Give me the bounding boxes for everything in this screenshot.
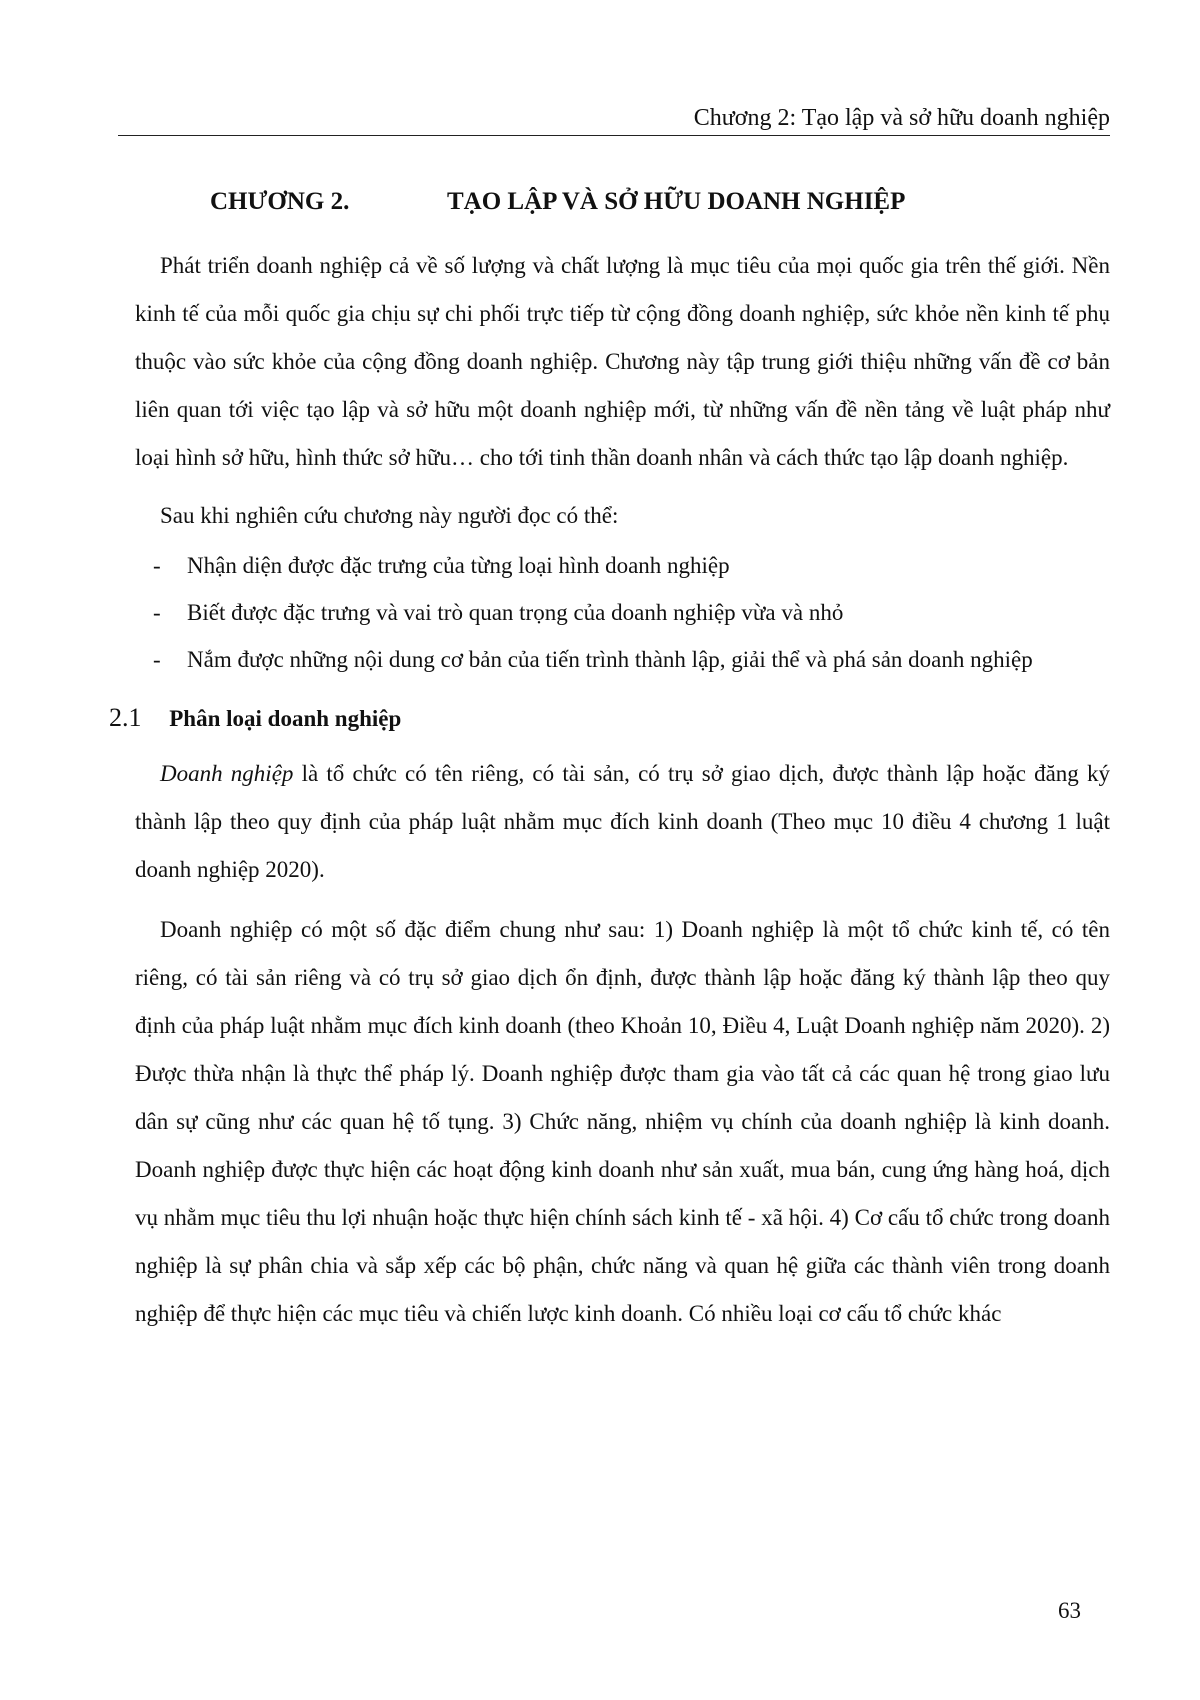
objectives-lead: Sau khi nghiên cứu chương này người đọc có thể: xyxy=(160,503,619,528)
page-number: 63 xyxy=(1058,1598,1081,1623)
bullet-dash: - xyxy=(153,600,161,625)
section-title: Phân loại doanh nghiệp xyxy=(169,706,402,731)
list-item xyxy=(135,542,1110,589)
bullet-dash: - xyxy=(153,647,161,672)
chapter-name: TẠO LẬP VÀ SỞ HỮU DOANH NGHIỆP xyxy=(447,188,906,215)
bullet-dash: - xyxy=(153,553,161,578)
running-header: Chương 2: Tạo lập và sở hữu doanh nghiệp xyxy=(118,103,1110,136)
objective-text: Nắm được những nội dung cơ bản của tiến trình thành lập, giải thể và phá sản doanh nghiệp xyxy=(187,647,1033,672)
list-item xyxy=(135,589,1110,636)
body-content xyxy=(109,242,1110,1338)
characteristics-paragraph: Doanh nghiệp có một số đặc điểm chung như sau: 1) Doanh nghiệp là một tổ chức kinh tế, có tên riêng, có tài sản riêng và có trụ sở giao dịch ổn định, được thành lập hoặc đăng ký thành lập theo quy định của pháp luật nhằm mục đích kinh doanh (theo Khoản 10, Điều 4, Luật Doanh nghiệp năm 2020). 2) Được thừa nhận là thực thể pháp lý. Doanh nghiệp được tham gia vào tất cả các quan hệ trong giao lưu dân sự cũng như các quan hệ tố tụng. 3) Chức năng, nhiệm vụ chính của doanh nghiệp là kinh doanh. Doanh nghiệp được thực hiện các hoạt động kinh doanh như sản xuất, mua bán, cung ứng hàng hoá, dịch vụ nhằm mục tiêu thu lợi nhuận hoặc thực hiện chính sách kinh tế - xã hội. 4) Cơ cấu tổ chức trong doanh nghiệp là sự phân chia và sắp xếp các bộ phận, chức năng và quan hệ giữa các thành viên trong doanh nghiệp để thực hiện các mục tiêu và chiến lược kinh doanh. Có nhiều loại cơ cấu tổ chức khác xyxy=(135,917,1110,1326)
definition-text: là tổ chức có tên riêng, có tài sản, có trụ sở giao dịch, được thành lập hoặc đăng ký thành lập theo quy định của pháp luật nhằm mục đích kinh doanh (Theo mục 10 điều 4 chương 1 luật doanh nghiệp 2020). xyxy=(135,761,1110,882)
section-number: 2.1 xyxy=(109,703,142,732)
section-heading xyxy=(109,695,1110,742)
objective-text: Nhận diện được đặc trưng của từng loại hình doanh nghiệp xyxy=(187,553,730,578)
intro-paragraph: Phát triển doanh nghiệp cả về số lượng và chất lượng là mục tiêu của mọi quốc gia trên thế giới. Nền kinh tế của mỗi quốc gia chịu sự chi phối trực tiếp từ cộng đồng doanh nghiệp, sức khỏe nền kinh tế phụ thuộc vào sức khỏe của cộng đồng doanh nghiệp. Chương này tập trung giới thiệu những vấn đề cơ bản liên quan tới việc tạo lập và sở hữu một doanh nghiệp mới, từ những vấn đề nền tảng về luật pháp như loại hình sở hữu, hình thức sở hữu… cho tới tinh thần doanh nhân và cách thức tạo lập doanh nghiệp. xyxy=(135,253,1110,470)
objective-text: Biết được đặc trưng và vai trò quan trọng của doanh nghiệp vừa và nhỏ xyxy=(187,600,844,625)
defined-term: Doanh nghiệp xyxy=(160,761,294,786)
chapter-number: CHƯƠNG 2. xyxy=(210,188,350,215)
objectives-list xyxy=(135,542,1110,683)
list-item xyxy=(135,636,1110,683)
definition-paragraph xyxy=(135,750,1110,894)
